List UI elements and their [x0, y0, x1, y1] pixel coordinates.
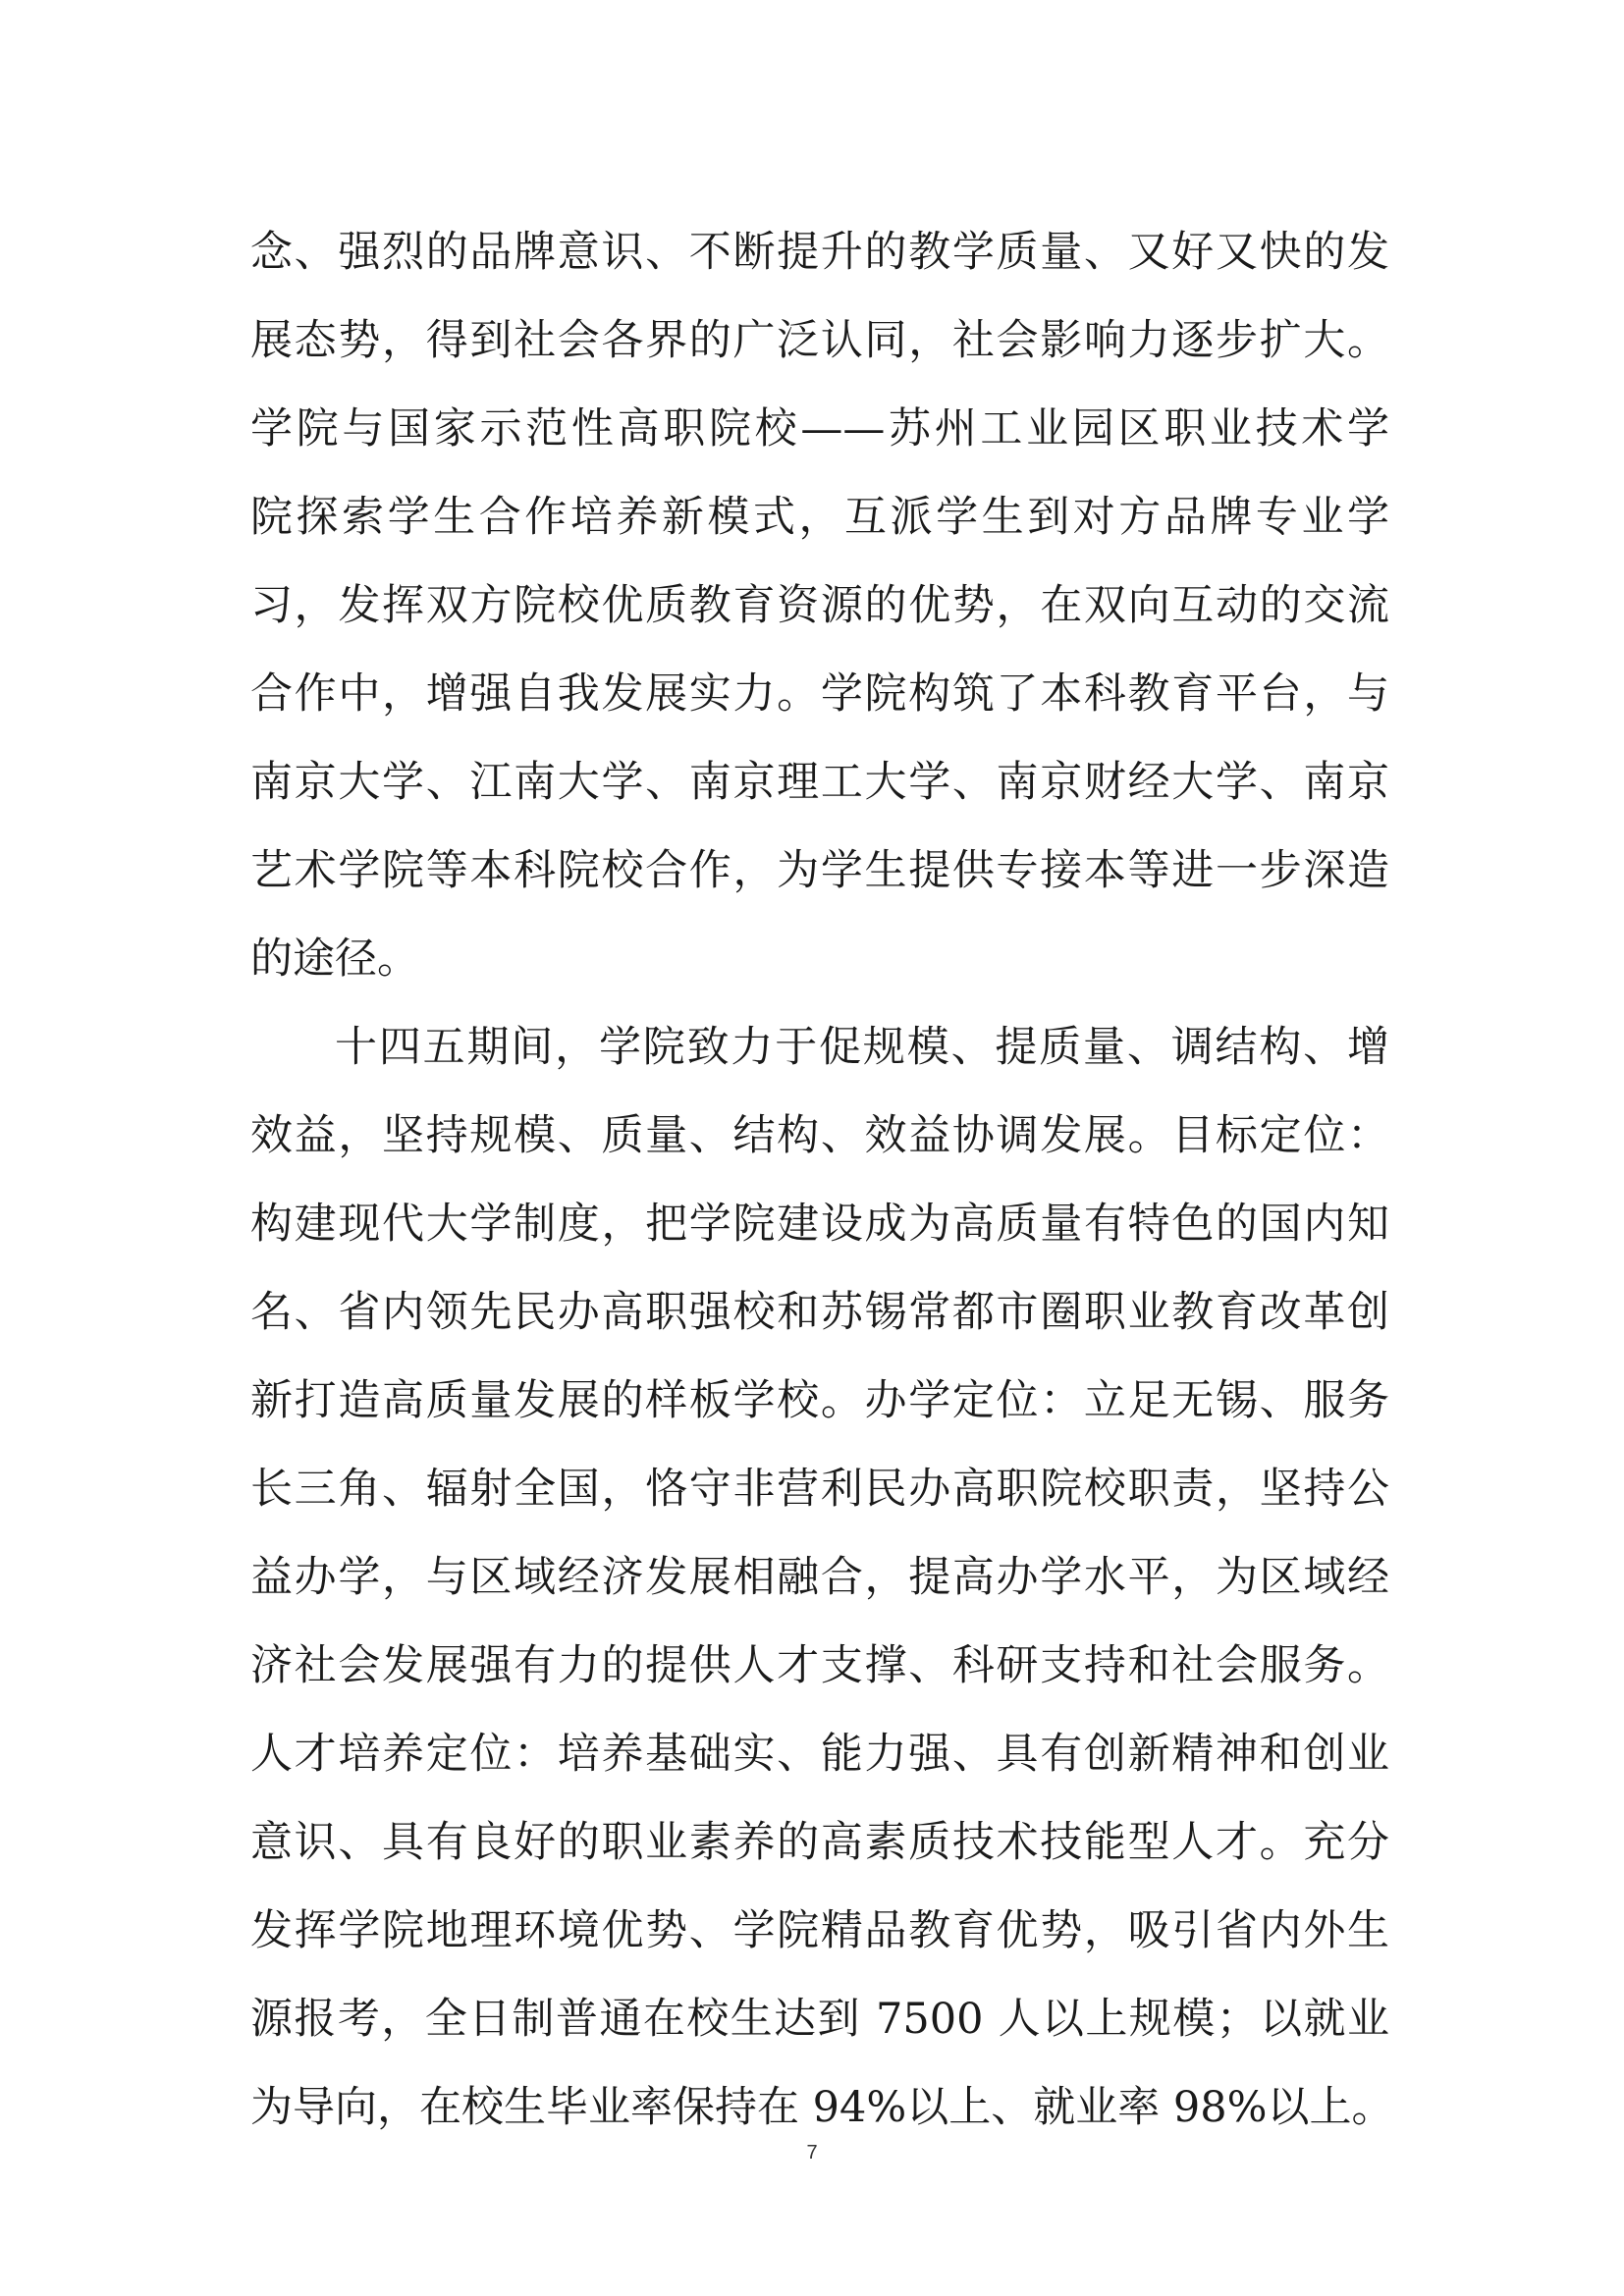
text-line: 构建现代大学制度，把学院建设成为高质量有特色的国内知: [250, 1200, 1389, 1249]
text-line: 新打造高质量发展的样板学校。办学定位：立足无锡、服务: [250, 1376, 1389, 1425]
text-line: 长三角、辐射全国，恪守非营利民办高职院校职责，坚持公: [250, 1465, 1389, 1514]
text-line: 合作中，增强自我发展实力。学院构筑了本科教育平台，与: [250, 669, 1389, 719]
text-line: 发挥学院地理环境优势、学院精品教育优势，吸引省内外生: [250, 1906, 1389, 1955]
text-line: 的途径。: [250, 934, 419, 984]
text-line: 习，发挥双方院校优质教育资源的优势，在双向互动的交流: [250, 581, 1389, 630]
text-line: 十四五期间，学院致力于促规模、提质量、调结构、增: [335, 1023, 1389, 1072]
text-line: 展态势，得到社会各界的广泛认同，社会影响力逐步扩大。: [250, 316, 1389, 365]
page-number: 7: [806, 2142, 818, 2163]
text-line: 益办学，与区域经济发展相融合，提高办学水平，为区域经: [250, 1553, 1389, 1602]
text-line: 人才培养定位：培养基础实、能力强、具有创新精神和创业: [250, 1730, 1389, 1779]
text-line: 艺术学院等本科院校合作，为学生提供专接本等进一步深造: [250, 846, 1389, 895]
text-line: 为导向，在校生毕业率保持在 94%以上、就业率 98%以上。: [250, 2083, 1394, 2132]
text-line: 源报考，全日制普通在校生达到 7500 人以上规模；以就业: [250, 1995, 1389, 2044]
text-line: 南京大学、江南大学、南京理工大学、南京财经大学、南京: [250, 758, 1389, 807]
text-line: 念、强烈的品牌意识、不断提升的教学质量、又好又快的发: [250, 228, 1389, 277]
text-line: 济社会发展强有力的提供人才支撑、科研支持和社会服务。: [250, 1641, 1389, 1690]
text-line: 意识、具有良好的职业素养的高素质技术技能型人才。充分: [250, 1818, 1389, 1867]
text-line: 学院与国家示范性高职院校——苏州工业园区职业技术学: [250, 404, 1389, 454]
text-line: 名、省内领先民办高职强校和苏锡常都市圈职业教育改革创: [250, 1288, 1389, 1337]
text-line: 院探索学生合作培养新模式，互派学生到对方品牌专业学: [250, 493, 1389, 542]
text-line: 效益，坚持规模、质量、结构、效益协调发展。目标定位：: [250, 1111, 1389, 1160]
